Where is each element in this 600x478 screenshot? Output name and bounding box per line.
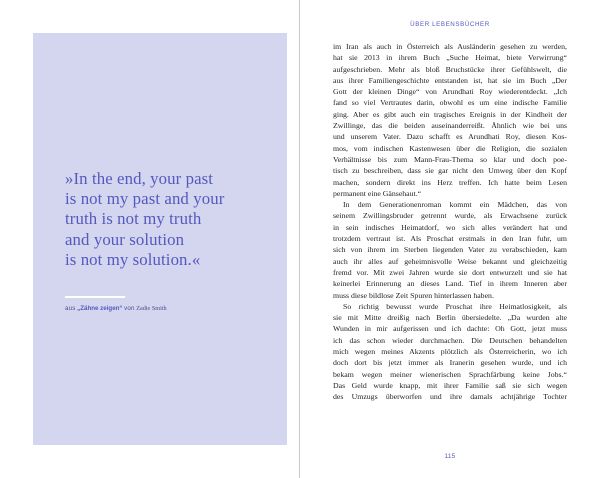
text-line: mich wegen meines Akzents plötzlich als Österreicherin, wo ich: [333, 347, 567, 357]
text-line: muss diese bildlose Zeit Spuren hinterlassen haben.: [333, 290, 494, 300]
text-line: Gott der kleinen Dinge“ von Arundhati Roy wiederentdeckt. „Ich: [333, 87, 567, 97]
text-line: sich von ihrem im Sterben liegenden Vater zu verabschieden, kam: [333, 245, 567, 255]
text-line: auch ihr alles auf geheimnisvolle Weise bekannt und gleichzeitig: [333, 256, 567, 266]
text-line: permanent eine Gänsehaut.“: [333, 188, 422, 198]
text-line: des Umzugs überworfen und ihre damals achtjährige Tochter: [333, 392, 567, 402]
text-line: aufgeschrieben. Mehr als bloß Bruchstücke ihrer Gefühlswelt, die: [333, 64, 567, 74]
text-line: doch dort bis jetzt immer als Iranerin gesehen wurde, und ich: [333, 358, 567, 368]
text-line: in sein indisches Heimatdorf, wo sich alles verändert hat und: [333, 222, 567, 232]
quote-line: »In the end, your past: [65, 169, 214, 188]
text-line: aus ihrer Familiengeschichte entstanden ist, hat sie im Buch „Der: [333, 75, 567, 85]
text-line: mos, vom indischen Kastenwesen über die Religion, die sozialen: [333, 143, 567, 153]
quote-line: truth is not my truth: [65, 209, 202, 229]
quote-source: [65, 305, 167, 313]
text-line: machen, sondern direkt ins Herz treffen. Ich hatte beim Lesen: [333, 177, 567, 187]
text-line: im Iran als auch in Österreich als Ausländerin gesehen zu werden,: [333, 42, 567, 51]
text-line: fremd vor. Mit zwei Jahren wurde sie dort entwurzelt und sie hat: [333, 267, 567, 277]
text-line: hat sie 2013 in ihrem Buch „Suche Heimat, biete Verwirrung“: [333, 53, 567, 63]
text-line: fand so viel Vertrautes darin, obwohl es um eine indische Familie: [333, 98, 567, 108]
source-prefix: aus: [65, 305, 76, 312]
quote-line: is not my past and your: [65, 189, 225, 209]
running-head: ÜBER LEBENSBÜCHER: [410, 21, 490, 28]
body-text: [333, 41, 567, 403]
text-line: ich das schon wieder durchmachen. Die Deutschen behandelten: [333, 335, 567, 345]
source-book-title: „Zähne zeigen“: [77, 305, 123, 312]
text-line: seinem Zwillingsbruder getrennt wurde, als Erwachsene zurück: [333, 211, 567, 221]
source-connector: von: [124, 305, 135, 312]
text-line: Zwillinge, das die beiden auseinanderreißt. Ähnlich wie bei uns: [333, 121, 567, 131]
quote-divider: [65, 296, 125, 298]
quote-line: is not my solution.«: [65, 249, 201, 269]
text-line: ging. Aber es gibt auch ein tragisches Ereignis in der Kindheit der: [333, 109, 567, 119]
text-line: Wunden in mir aufgerissen und ich dachte: Oh Gott, jetzt muss: [333, 324, 567, 334]
text-line: und unserem Vater. Dazu schafft es Arundhati Roy, diesen Kos-: [333, 132, 567, 142]
text-line: tisch zu beschreiben, dass sie gar nicht den Umweg über den Kopf: [333, 166, 567, 176]
text-line: Verhältnisse bis zum Mann-Frau-Thema so klar und doch poe-: [333, 154, 567, 164]
source-author: Zadie Smith: [136, 305, 167, 312]
right-page: [300, 0, 600, 478]
text-line: In dem Generationenroman kommt ein Mädchen, das von: [343, 200, 567, 210]
page-number: 115: [444, 453, 456, 460]
quote-text: [65, 169, 280, 270]
text-line: trotzdem vertraut ist. Als Proschat erstmals in den Iran fuhr, um: [333, 234, 567, 244]
text-line: Das Geld wurde knapp, mit ihrer Familie saß sie sich wegen: [333, 380, 567, 390]
text-line: bekam wegen meiner wienerischen Sprachfärbung keine Jobs.“: [333, 369, 567, 379]
text-line: keinerlei Erinnerung an dieses Land. Tief in ihrem Inneren aber: [333, 279, 567, 289]
text-line: So richtig bewusst wurde Proschat ihre Heimatlosigkeit, als: [343, 301, 567, 311]
quote-panel: [33, 33, 287, 445]
quote-line: and your solution: [65, 229, 185, 249]
text-line: sie mit Mitte dreißig nach Berlin übersiedelte. „Da wurden alte: [333, 313, 567, 323]
